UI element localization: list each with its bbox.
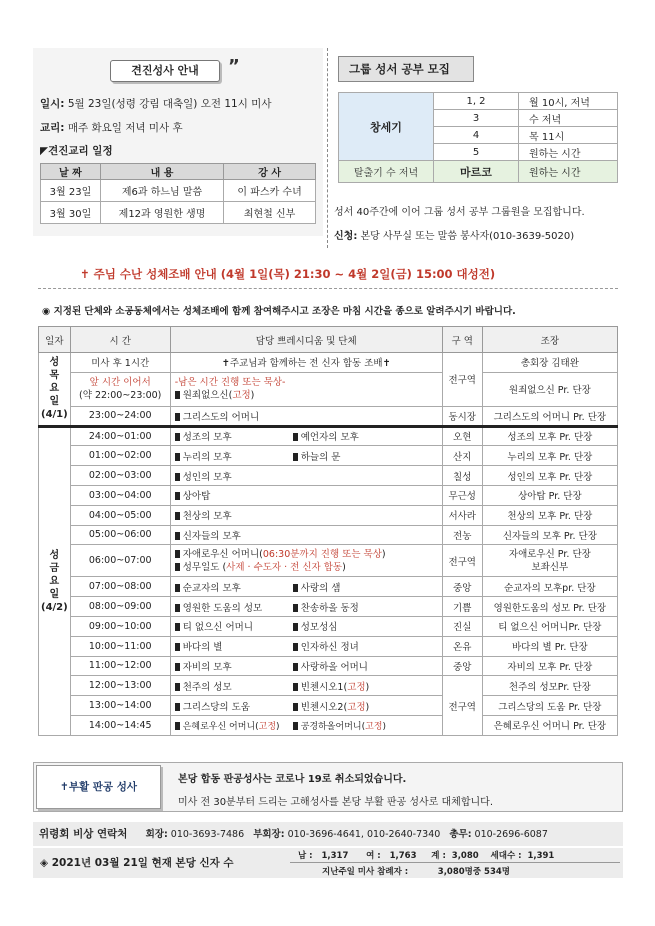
confirmation-date: 일시: 5월 23일(성령 강림 대축일) 오전 11시 미사 — [40, 98, 272, 110]
bullet-icon — [175, 413, 180, 421]
confirmation-title: 견진성사 안내 — [110, 60, 220, 82]
confirmation-schedule-label: ◤견진교리 일정 — [40, 145, 113, 157]
table-row: 09:00~10:00 티 없으신 어머니 성모성심 진실 티 없으신 어머니Pr. 단장 — [39, 616, 618, 636]
day-label-fri: 성 금 요 일 (4/2) — [39, 426, 71, 735]
table-row: 성 목 요 일 (4/1) 미사 후 1시간 ✝주교님과 함께하는 전 신자 합동 조배✝ 전구역 총회장 김태완 — [39, 353, 618, 373]
table-row: 03:00~04:00 상아탑 무근성 상아탑 Pr. 단장 — [39, 485, 618, 505]
bible-study-note: 성서 40주간에 이어 그룹 성서 공부 그룹원을 모집합니다. — [334, 207, 585, 218]
easter-line-1: 본당 합동 판공성사는 코로나 19로 취소되었습니다. — [178, 774, 407, 785]
confirmation-class: 교리: 매주 화요일 저녁 미사 후 — [40, 122, 183, 134]
table-row: 5 원하는 시간 — [339, 144, 618, 161]
table-header: 구 역 — [442, 327, 482, 353]
table-header: 강 사 — [224, 164, 316, 180]
quote-mark-icon: ” — [228, 56, 240, 77]
table-row: 08:00~09:00 영원한 도움의 성모 찬송하올 동정 기쁨 영원한도움의 성모 Pr. 단장 — [39, 597, 618, 617]
stats-date: ◈ 2021년 03월 21일 현재 본당 신자 수 — [40, 857, 234, 869]
table-row: 3월 23일 제6과 하느님 말씀 이 파스카 수녀 — [41, 180, 316, 202]
table-row: 07:00~08:00 순교자의 모후 사랑의 샘 중앙 순교자의 모후pr. 단장 — [39, 577, 618, 597]
adoration-table — [38, 326, 618, 736]
bible-study-title: 그룹 성서 공부 모집 — [338, 56, 474, 82]
table-row: 23:00~24:00 그리스도의 어머니 동시장 그리스도의 어머니 Pr. 단장 — [39, 406, 618, 426]
table-row: 앞 시간 이어서 (약 22:00~23:00) -남은 시간 진행 또는 묵상- 원죄없으신(고정) 원죄없으신 Pr. 단장 — [39, 372, 618, 406]
bible-study-table — [338, 92, 618, 183]
confirmation-schedule-table — [40, 163, 316, 224]
divider — [290, 862, 620, 863]
easter-line-2: 미사 전 30분부터 드리는 고해성사를 본당 부활 판공 성사로 대체합니다. — [178, 797, 493, 808]
table-row: 11:00~12:00 자비의 모후 사랑하올 어머니 중앙 자비의 모후 Pr. 단장 — [39, 656, 618, 676]
adoration-title: ✝ 주님 수난 성체조배 안내 (4월 1일(목) 21:30 ~ 4월 2일(금) 15:00 대성전) — [80, 267, 496, 281]
table-row: 13:00~14:00 그리스당의 도움 빈첸시오2(고정) 그리스당의 도움 Pr. 단장 — [39, 696, 618, 716]
table-row: 3 수 저녁 — [339, 110, 618, 127]
table-header: 담당 쁘레시디움 및 단체 — [170, 327, 442, 353]
table-row: 10:00~11:00 바다의 별 인자하신 정녀 온유 바다의 별 Pr. 단장 — [39, 636, 618, 656]
stats-mass: 지난주일 미사 참례자 : 3,080명중 534명 — [322, 867, 511, 877]
triangle-icon: ◤ — [40, 145, 49, 157]
table-row: 02:00~03:00 성인의 모후 칠성 성인의 모후 Pr. 단장 — [39, 466, 618, 486]
bullet-icon — [175, 391, 180, 399]
table-header: 일자 — [39, 327, 71, 353]
easter-title: ✝부활 판공 성사 — [36, 765, 161, 809]
table-row: 창세기 1, 2 월 10시, 저녁 — [339, 93, 618, 110]
table-row: 12:00~13:00 천주의 성모 빈첸시오1(고정) 전구역 천주의 성모Pr. 단장 — [39, 676, 618, 696]
table-row: 01:00~02:00 누리의 모후 하늘의 문 산지 누리의 모후 Pr. 단장 — [39, 446, 618, 466]
table-row: 탈출기 수 저녁 마르코 원하는 시간 — [339, 161, 618, 183]
table-row: 04:00~05:00 천상의 모후 서사라 천상의 모후 Pr. 단장 — [39, 505, 618, 525]
table-header: 날 짜 — [41, 164, 101, 180]
table-row: 05:00~06:00 신자들의 모후 전농 신자들의 모후 Pr. 단장 — [39, 525, 618, 545]
day-label-thu: 성 목 요 일 (4/1) — [39, 353, 71, 427]
table-row: 3월 30일 제12과 영원한 생명 최현철 신부 — [41, 202, 316, 224]
divider — [327, 48, 328, 248]
divider — [38, 288, 618, 289]
table-row: 14:00~14:45 은혜로우신 어머니(고정) 공경하올어머니(고정) 은혜로우신 어머니 Pr. 단장 — [39, 715, 618, 735]
table-row: 06:00~07:00 자애로우신 어머니(06:30분까지 진행 또는 묵상) 성무일도 (사제 · 수도자 · 전 신자 합동) 전구역 자애로우신 Pr. 단장 보좌신부 — [39, 545, 618, 577]
table-row: 4 목 11시 — [339, 127, 618, 144]
adoration-notice: ◉ 지정된 단체와 소공동체에서는 성체조배에 함께 참여해주시고 조장은 마침 시간을 종으로 알려주시기 바랍니다. — [42, 306, 516, 317]
stats-numbers: 남 : 1,317 여 : 1,763 계 : 3,080 세대수 : 1,391 — [298, 851, 555, 861]
bible-study-apply: 신청: 본당 사무실 또는 말씀 봉사자(010-3639-5020) — [334, 231, 575, 242]
contacts-bar: 위령회 비상 연락처 회장: 010-3693-7486 부회장: 010-3696-4641, 010-2640-7340 총무: 010-2696-6087 — [33, 822, 623, 846]
table-header: 조장 — [482, 327, 617, 353]
table-header: 내 용 — [100, 164, 223, 180]
table-header: 시 간 — [70, 327, 170, 353]
table-row: 성 금 요 일 (4/2) 24:00~01:00 성조의 모후 예언자의 모후 오현 성조의 모후 Pr. 단장 — [39, 426, 618, 446]
